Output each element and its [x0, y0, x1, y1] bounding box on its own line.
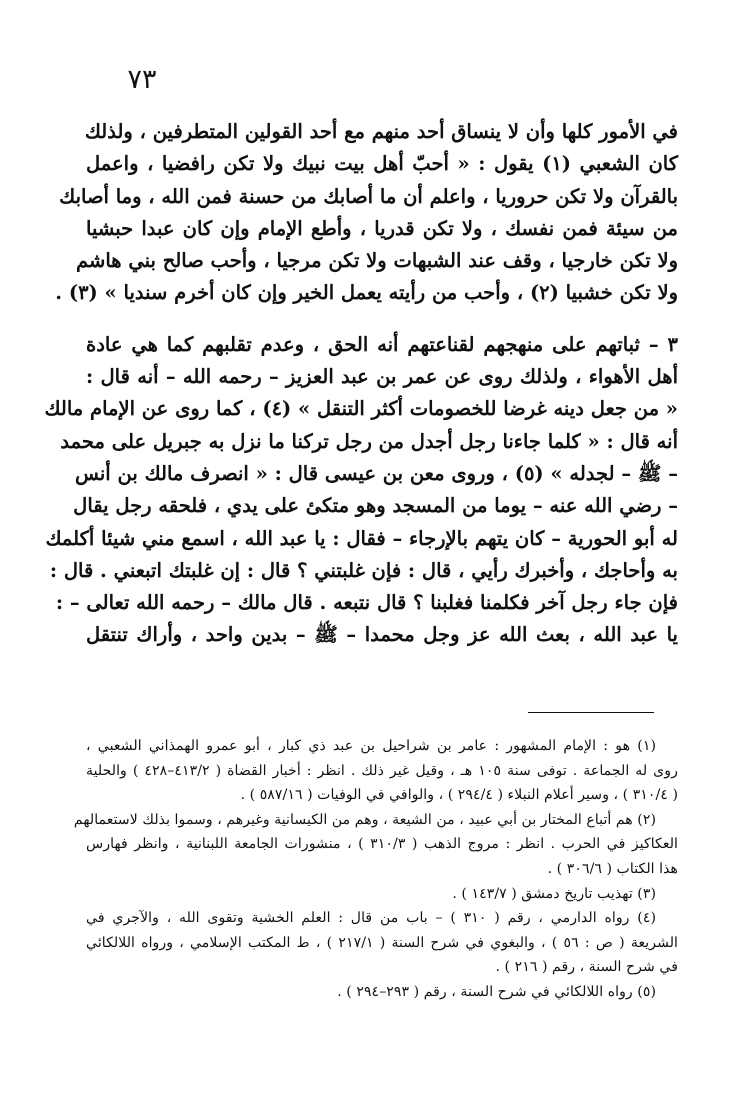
text-line: أنه قال : « كلما جاءنا رجل أجدل من رجل تركنا ما نزل به جبريل على محمد — [60, 429, 678, 453]
footnote-3 — [86, 882, 678, 907]
main-text — [44, 116, 678, 652]
text-line: ولا تكن خشبيا (٢) ، وأحب من رأيته يعمل الخير وإن كان أخرم سنديا » (٣) . — [55, 281, 678, 305]
footnote-divider — [528, 712, 654, 713]
text-line: – رضي الله عنه – يوما من المسجد وهو متكئ على يدي ، فلحقه رجل يقال — [73, 494, 678, 518]
text-line: بالقرآن ولا تكن حروريا ، واعلم أن ما أصابك من حسنة فمن الله ، وما أصابك — [59, 184, 678, 208]
footnote-5 — [86, 980, 678, 1005]
footnote-line: العكاكيز في الحرب . انظر : مروج الذهب ( ٣١٠/٣ ) ، منشورات الجامعة اللبنانية ، وانظر فهارس — [86, 836, 678, 853]
footnote-line: في شرح السنة ، رقم ( ٢١٦ ) . — [495, 959, 678, 976]
text-line: ولا تكن خارجيا ، وقف عند الشبهات ولا تكن مرجيا ، وأحب صالح بني هاشم — [76, 249, 678, 273]
text-line: له أبو الحورية – كان يتهم بالإرجاء – فقال : يا عبد الله ، اسمع مني شيئا أكلمك — [45, 526, 678, 550]
footnotes — [73, 734, 678, 1005]
text-line: من سيئة فمن نفسك ، ولا تكن قدريا ، وأطع الإمام وإن كان عبدا حبشيا — [86, 216, 678, 240]
text-line: فإن جاء رجل آخر فكلمنا فغلبنا ؟ قال نتبعه . قال مالك – رحمه الله تعالى – : — [55, 591, 678, 615]
page-number: ٧٣ — [127, 64, 157, 95]
text-line: ٣ – ثباتهم على منهجهم لقناعتهم أنه الحق ، وعدم تقلبهم كما هي عادة — [86, 332, 678, 356]
footnote-line: روى له الجماعة . توفى سنة ١٠٥ هـ ، وقيل غير ذلك . انظر : أخبار القضاة ( ٤١٣/٢–٤٢٨ ) والحلية — [86, 762, 678, 779]
footnote-4 — [86, 906, 678, 980]
footnote-line: (٤) رواه الدارمي ، رقم ( ٣١٠ ) – باب من قال : العلم الخشية وتقوى الله ، والآجري في — [86, 910, 656, 927]
text-line: – ﷺ – لجدله » (٥) ، وروى معن بن عيسى قال : « انصرف مالك بن أنس — [75, 461, 678, 485]
text-line: أهل الأهواء ، ولذلك روى عن عمر بن عبد العزيز – رحمه الله – أنه قال : — [86, 365, 678, 389]
text-line: « من جعل دينه غرضا للخصومات أكثر التنقل » (٤) ، كما روى عن الإمام مالك — [44, 397, 678, 421]
footnote-line: ( ٣١٠/٤ ) ، وسير أعلام النبلاء ( ٢٩٤/٤ ) ، والوافي في الوفيات ( ٥٨٧/١٦ ) . — [240, 787, 678, 804]
text-line: كان الشعبي (١) يقول : « أحبّ أهل بيت نبيك ولا تكن رافضيا ، واعمل — [86, 152, 678, 176]
footnote-line: (٢) هم أتباع المختار بن أبي عبيد ، من الشيعة ، وهم من الكيسانية وغيرهم ، وسموا بذلك لاستعمالهم — [73, 811, 656, 828]
footnote-line: (٥) رواه اللالكائي في شرح السنة ، رقم ( ٢٩٣–٢٩٤ ) . — [337, 983, 656, 1000]
text-line: في الأمور كلها وأن لا ينساق أحد منهم مع أحد القولين المتطرفين ، ولذلك — [84, 120, 678, 143]
footnote-line: الشريعة ( ص : ٥٦ ) ، والبغوي في شرح السنة ( ٢١٧/١ ) ، ط المكتب الإسلامي ، ورواه اللالكائي — [86, 934, 678, 951]
footnote-line: (٣) تهذيب تاريخ دمشق ( ١٤٣/٧ ) . — [452, 885, 656, 902]
paragraph-2 — [44, 329, 678, 652]
footnote-line: (١) هو : الإمام المشهور : عامر بن شراحيل بن عبد ذي كبار ، أبو عمرو الهمذاني الشعبي ، — [86, 738, 656, 754]
footnote-2 — [73, 808, 678, 882]
text-line: يا عبد الله ، بعث الله عز وجل محمدا – ﷺ – بدين واحد ، وأراك تنتقل — [86, 623, 678, 647]
footnote-line: هذا الكتاب ( ٣٠٦/٦ ) . — [547, 860, 678, 877]
footnote-1 — [86, 734, 678, 808]
text-line: به وأحاجك ، وأخبرك رأيي ، قال : فإن غلبتني ؟ قال : إن غلبتك اتبعني . قال : — [49, 558, 678, 582]
paragraph-1 — [55, 116, 678, 310]
